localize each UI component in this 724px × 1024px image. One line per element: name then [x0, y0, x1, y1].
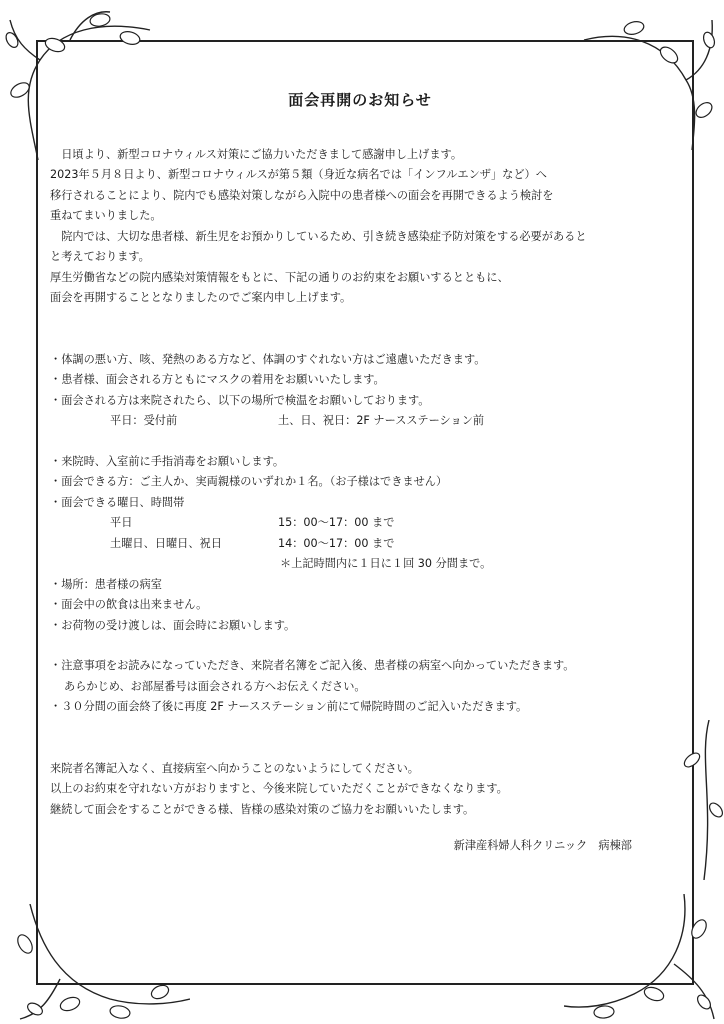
intro-line: 面会を再開することとなりましたのでご案内申し上げます。 [50, 291, 352, 304]
closing-line: 以上のお約束を守れない方がおりますと、今後来院していただくことができなくなります。 [50, 782, 508, 795]
schedule-row-weekend [50, 534, 670, 555]
schedule-day: 平日 [110, 516, 133, 529]
intro-line: 厚生労働省などの院内感染対策情報をもとに、下記の通りのお約束をお願いするとともに、 [50, 270, 509, 284]
closing-line: 来院者名簿記入なく、直接病室へ向かうことのないようにしてください。 [50, 761, 419, 775]
intro-paragraph [50, 145, 670, 309]
place-weekend: 土、日、祝日：2F ナースステーション前 [278, 414, 485, 427]
closing-paragraph [50, 759, 670, 821]
list-item: ・ 場所：患者様の病室 [50, 575, 670, 596]
intro-line: 移行されることにより、院内でも感染対策しながら入院中の患者様への面会を再開できるよう検討を [50, 188, 554, 202]
intro-line: 院内では、大切な患者様、新生児をお預かりしているため、引き続き感染症予防対策をする必要があると [61, 229, 587, 243]
notice-content [50, 90, 670, 857]
list-item: ・ お荷物の受け渡しは、面会時にお願いします。 [50, 616, 670, 637]
schedule-row-weekday [50, 513, 670, 534]
list-item: ・ 面会中の飲食は出来ません。 [50, 595, 670, 616]
closing-line: 継続して面会をすることができる様、皆様の感染対策のご協力をお願いいたします。 [50, 802, 475, 816]
list-item: ・ 注意事項をお読みになっていただき、来院者名簿をご記入後、患者様の病室へ向かっていただきます。 [50, 656, 670, 677]
schedule-time: 15：00〜17：00 まで [278, 516, 395, 529]
rules-section-2 [50, 452, 670, 637]
notice-title: 面会再開のお知らせ [288, 91, 432, 109]
list-item: ・ 面会される方は来院されたら、以下の場所で検温をお願いしております。 [50, 391, 670, 412]
schedule-day: 土曜日、日曜日、祝日 [110, 536, 222, 550]
schedule-time: 14：00〜17：00 まで [278, 536, 395, 550]
list-item: ・ 面会できる方：ご主人か、実両親様のいずれか１名。（お子様はできません） [50, 472, 670, 493]
list-item-continuation: あらかじめ、お部屋番号は面会される方へお伝えください。 [64, 679, 366, 693]
list-item: ・ 来院時、入室前に手指消毒をお願いします。 [50, 452, 670, 473]
place-weekday: 平日：受付前 [110, 414, 178, 427]
signature: 新津産科婦人科クリニック 病棟部 [453, 839, 632, 852]
list-item: ・ 体調の悪い方、咳、発熱のある方など、体調のすぐれない方はご遠慮いただきます。 [50, 350, 670, 371]
intro-line: と考えております。 [50, 250, 150, 263]
temperature-check-places [50, 411, 670, 432]
list-item: ・ ３０分間の面会終了後に再度 2F ナースステーション前にて帰院時間のご記入いただきます。 [50, 697, 670, 718]
rules-section-1 [50, 350, 670, 432]
intro-line: 重ねてまいりました。 [50, 209, 162, 222]
schedule-note: ＊上記時間内に１日に１回 30 分間まで。 [280, 557, 492, 570]
list-item: ・ 患者様、面会される方ともにマスクの着用をお願いいたします。 [50, 370, 670, 391]
intro-line: 日頃より、新型コロナウィルス対策にご協力いただきまして感謝申し上げます。 [61, 147, 463, 161]
intro-line: 2023年５月８日より、新型コロナウィルスが第５類（身近な病名では「インフルエンザ」など）へ [50, 168, 547, 181]
list-item: ・ 面会できる曜日、時間帯 [50, 493, 670, 514]
rules-section-3 [50, 656, 670, 718]
